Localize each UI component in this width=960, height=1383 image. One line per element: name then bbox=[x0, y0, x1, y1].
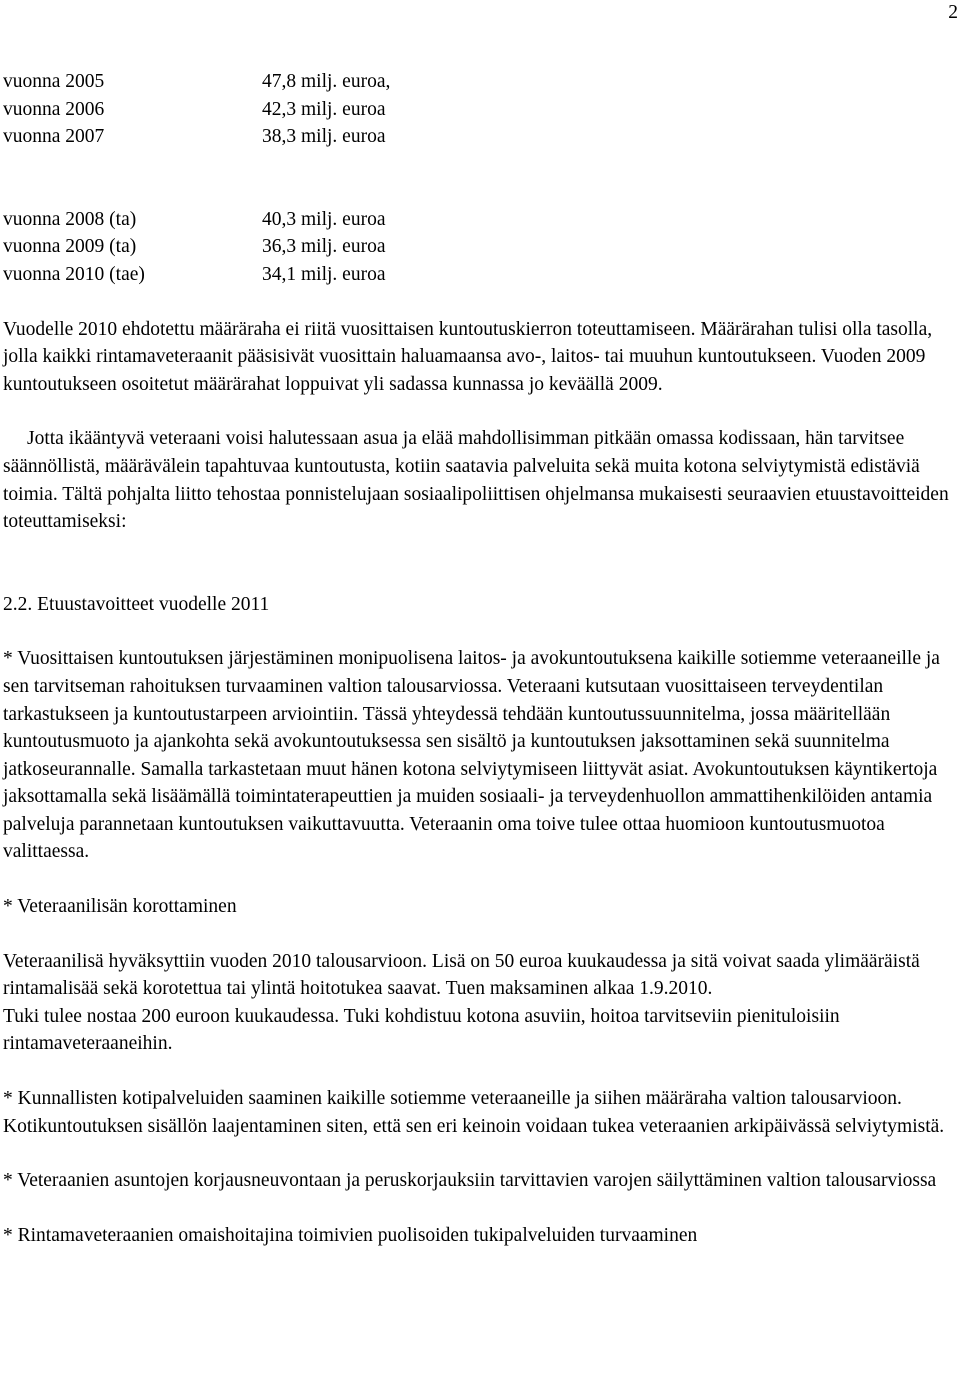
paragraph-jotta: Jotta ikääntyvä veteraani voisi halutessaan asua ja elää mahdollisimman pitkään omassa kodissaan, hän tarvitsee säännöllistä, määrävälein tapahtuvaa kuntoutusta, kotiin saatavia palveluita sekä muita kotona selviytymistä edistäviä toimia. Tältä pohjalta liitto tehostaa ponnistelujaan sosiaalipoliittisen ohjelmansa mukaisesti seuraavien etuustavoitteiden toteuttamiseksi: bbox=[3, 428, 949, 533]
funding-amount: 40,3 milj. euroa bbox=[262, 208, 386, 230]
funding-amount: 34,1 milj. euroa bbox=[262, 263, 386, 285]
funding-year: vuonna 2006 bbox=[3, 98, 105, 120]
paragraph-omaishoito: * Rintamaveteraanien omaishoitajina toimivien puolisoiden tukipalveluiden turvaaminen bbox=[3, 1224, 698, 1246]
document-body bbox=[3, 68, 960, 1249]
funding-year: vuonna 2010 (tae) bbox=[3, 263, 145, 285]
funding-table-2005-2007 bbox=[3, 68, 960, 151]
paragraph-kotipalvelut: * Kunnallisten kotipalveluiden saaminen kaikille sotiemme veteraaneille ja siihen määräraha valtion talousarvioon. Kotikuntoutuksen sisällön laajentaminen siten, että sen eri keinoin voidaan tukea veteraanien arkipäivässä selviytymistä. bbox=[3, 1088, 945, 1137]
funding-amount: 47,8 milj. euroa, bbox=[262, 71, 391, 92]
funding-year: vuonna 2009 (ta) bbox=[3, 236, 137, 258]
paragraph-funding-2010: Vuodelle 2010 ehdotettu määräraha ei riitä vuosittaisen kuntoutuskierron toteuttamiseen. Määrärahan tulisi olla tasolla, jolla kaikki rintamaveteraanit pääsisivät vuosittain haluamaansa avo-, laitos- tai muuhun kuntoutukseen. Vuoden 2009 kuntoutukseen osoitetut määrärahat loppuivat yli sadassa kunnassa jo keväällä 2009. bbox=[3, 318, 933, 395]
heading-veteraanilisa: * Veteraanilisän korottaminen bbox=[3, 896, 237, 918]
funding-year: vuonna 2008 (ta) bbox=[3, 208, 137, 230]
funding-amount: 38,3 milj. euroa bbox=[262, 126, 386, 148]
paragraph-asunnot: * Veteraanien asuntojen korjausneuvontaan ja peruskorjauksiin tarvittavien varojen säilyttäminen valtion talousarviossa bbox=[3, 1170, 937, 1192]
funding-row bbox=[3, 206, 960, 234]
paragraph-veteraanilisa-2: Tuki tulee nostaa 200 euroon kuukaudessa. Tuki kohdistuu kotona asuviin, hoitoa tarvitseviin pienituloisiin rintamaveteraaneihin. bbox=[3, 1005, 840, 1055]
paragraph-veteraanilisa-1: Veteraanilisä hyväksyttiin vuoden 2010 talousarvioon. Lisä on 50 euroa kuukaudessa ja sitä voivat saada ylimääräistä rintamalisää sekä korotettua tai ylintä hoitotukea saavat. Tuen maksaminen alkaa 1.9.2010. bbox=[3, 950, 920, 1000]
funding-row bbox=[3, 123, 960, 151]
funding-row bbox=[3, 233, 960, 261]
funding-row bbox=[3, 68, 960, 96]
funding-amount: 36,3 milj. euroa bbox=[262, 236, 386, 258]
funding-row bbox=[3, 96, 960, 124]
funding-row bbox=[3, 261, 960, 289]
funding-year: vuonna 2005 bbox=[3, 71, 105, 92]
section-heading-2-2: 2.2. Etuustavoitteet vuodelle 2011 bbox=[3, 593, 270, 615]
funding-amount: 42,3 milj. euroa bbox=[262, 98, 386, 120]
funding-table-2008-2010 bbox=[3, 206, 960, 289]
page-number: 2 bbox=[948, 2, 958, 23]
funding-year: vuonna 2007 bbox=[3, 126, 105, 148]
paragraph-kuntoutus: * Vuosittaisen kuntoutuksen järjestäminen monipuolisena laitos- ja avokuntoutuksena kaikille sotiemme veteraaneille ja sen tarvitseman rahoituksen turvaaminen valtion talousarviossa. Veteraani kutsutaan vuosittaiseen terveydentilan tarkastukseen ja kuntoutustarpeen arviointiin. Tässä yhteydessä tehdään kuntoutussuunnitelma, jossa määritellään kuntoutusmuoto ja ajankohta sekä avokuntoutuksessa sen sisältö ja kuntoutuksen jaksottaminen sekä suunnitelma jatkoseurannalle. Samalla tarkastetaan muut hänen kotona selviytymiseen liittyvät asiat. Avokuntoutuksen käyntikertoja jaksottamalla sekä lisäämällä toimintaterapeuttien ja muiden sosiaali- ja terveydenhuollon ammattihenkilöiden antamia palveluja parannetaan kuntoutuksen vaikuttavuutta. Veteraanin oma toive tulee ottaa huomioon kuntoutusmuotoa valittaessa. bbox=[3, 648, 940, 863]
